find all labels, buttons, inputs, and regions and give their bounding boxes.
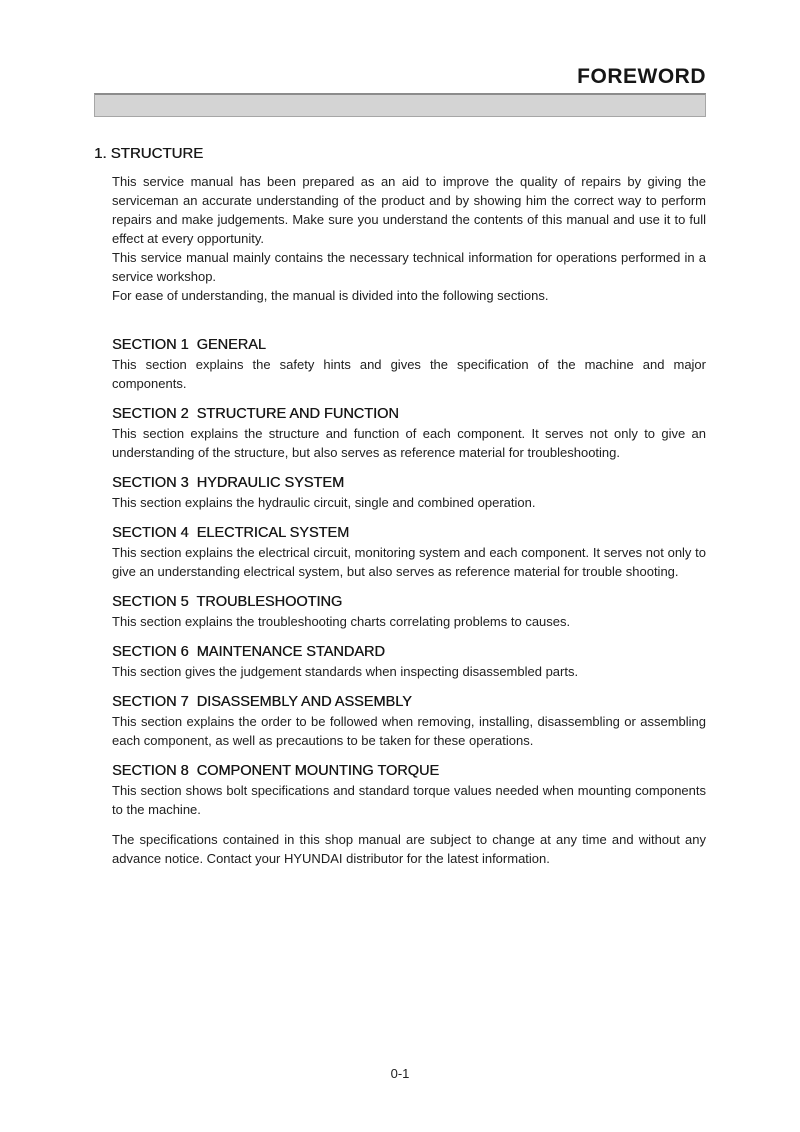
section-title: SECTION 4 ELECTRICAL SYSTEM <box>112 525 350 541</box>
section-body: This section explains the structure and function of each component. It serves not only to give an understanding of the structure, but also serves as reference material for troubleshooting. <box>112 426 706 460</box>
page-number: 0-1 <box>390 1066 410 1081</box>
section-body: This section explains the order to be followed when removing, installing, disassembling or assembling each component, as well as precautions to be taken for these operations. <box>112 714 706 748</box>
sections-list <box>94 335 706 819</box>
section-item-1 <box>112 335 706 393</box>
section-item-2 <box>112 404 706 462</box>
closing-paragraph: The specifications contained in this shop manual are subject to change at any time and without any advance notice. Contact your HYUNDAI distributor for the latest information. <box>112 832 706 866</box>
page-content <box>94 0 706 868</box>
section-body: This section explains the hydraulic circuit, single and combined operation. <box>112 495 536 510</box>
intro-paragraph-2: This service manual mainly contains the necessary technical information for operations performed in a service workshop. <box>112 250 706 284</box>
title-underline-bar <box>94 93 706 117</box>
section-title: SECTION 6 MAINTENANCE STANDARD <box>112 644 385 660</box>
section-item-5 <box>112 592 706 631</box>
section-title: SECTION 1 GENERAL <box>112 337 266 353</box>
page-title: FOREWORD <box>577 65 706 88</box>
intro-paragraphs <box>94 172 706 305</box>
section-body: This section explains the electrical circuit, monitoring system and each component. It serves not only to give an understanding electrical system, but also serves as reference material for trouble shooting. <box>112 545 706 579</box>
section-item-6 <box>112 642 706 681</box>
chapter-heading: 1. STRUCTURE <box>94 145 204 162</box>
section-item-4 <box>112 523 706 581</box>
intro-paragraph-1: This service manual has been prepared as an aid to improve the quality of repairs by giving the serviceman an accurate understanding of the product and by showing him the correct way to perform repairs and make judgements. Make sure you understand the contents of this manual and use it to full effect at every opportunity. <box>112 174 706 246</box>
section-item-8 <box>112 761 706 819</box>
section-title: SECTION 3 HYDRAULIC SYSTEM <box>112 475 345 491</box>
section-item-3 <box>112 473 706 512</box>
section-body: This section explains the troubleshooting charts correlating problems to causes. <box>112 614 571 629</box>
section-title: SECTION 2 STRUCTURE AND FUNCTION <box>112 406 399 422</box>
section-item-7 <box>112 692 706 750</box>
section-title: SECTION 5 TROUBLESHOOTING <box>112 594 343 610</box>
section-body: This section explains the safety hints and gives the specification of the machine and major components. <box>112 357 706 391</box>
section-body: This section shows bolt specifications and standard torque values needed when mounting components to the machine. <box>112 783 706 817</box>
intro-paragraph-3: For ease of understanding, the manual is divided into the following sections. <box>112 288 549 303</box>
section-title: SECTION 8 COMPONENT MOUNTING TORQUE <box>112 763 440 779</box>
section-title: SECTION 7 DISASSEMBLY AND ASSEMBLY <box>112 694 412 710</box>
section-body: This section gives the judgement standards when inspecting disassembled parts. <box>112 664 579 679</box>
